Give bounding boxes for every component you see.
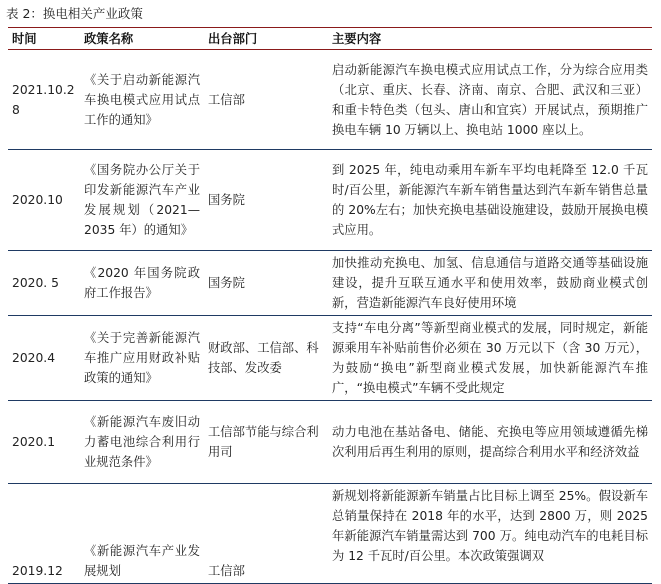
- table-row: [8, 484, 652, 584]
- table-row: [8, 316, 652, 401]
- header-policy-name: 政策名称: [80, 28, 204, 50]
- cell-department: 工信部: [204, 50, 328, 150]
- table-row: [8, 50, 652, 150]
- cell-department: 财政部、工信部、科技部、发改委: [204, 316, 328, 401]
- cell-time: 2021.10.28: [8, 50, 80, 150]
- cell-content: 支持“车电分离”等新型商业模式的发展，同时规定，新能源乘用车补贴前售价必须在 30 万元以下（含 30 万元），为鼓励“换电”新型商业模式发展，加快新能源汽车推广，“换电模式”车辆不受此规定: [328, 316, 652, 401]
- cell-policy-name: 《新能源汽车废旧动力蓄电池综合利用行业规范条件》: [80, 401, 204, 484]
- cell-time: 2020.10: [8, 150, 80, 251]
- cell-department: 国务院: [204, 150, 328, 251]
- cell-policy-name: 《2020 年国务院政府工作报告》: [80, 251, 204, 316]
- cell-department: 工信部节能与综合利用司: [204, 401, 328, 484]
- cell-time: 2020.4: [8, 316, 80, 401]
- cell-content: 加快推动充换电、加氢、信息通信与道路交通等基础设施建设，提升互联互通水平和使用效率，鼓励商业模式创新，营造新能源汽车良好使用环境: [328, 251, 652, 316]
- policy-table: [8, 27, 652, 584]
- cell-time: 2020. 5: [8, 251, 80, 316]
- cell-time: 2019.12: [8, 484, 80, 584]
- cell-content: 启动新能源汽车换电模式应用试点工作，分为综合应用类（北京、重庆、长春、济南、南京、合肥、武汉和三亚）和重卡特色类（包头、唐山和宜宾）开展试点，预期推广换电车辆 10 万辆以上、换电站 1000 座以上。: [328, 50, 652, 150]
- cell-department: 工信部: [204, 484, 328, 584]
- cell-policy-name: 《国务院办公厅关于印发新能源汽车产业发展规划（2021—2035 年）的通知》: [80, 150, 204, 251]
- table-row: [8, 150, 652, 251]
- table-header-row: [8, 28, 652, 50]
- cell-department: 国务院: [204, 251, 328, 316]
- cell-policy-name: 《关于启动新能源汽车换电模式应用试点工作的通知》: [80, 50, 204, 150]
- table-caption: 表 2：换电相关产业政策: [6, 6, 143, 21]
- header-content: 主要内容: [328, 28, 652, 50]
- table-row: [8, 401, 652, 484]
- cell-content: 到 2025 年，纯电动乘用车新车平均电耗降至 12.0 千瓦时/百公里，新能源汽车新车销售量达到汽车新车销售总量的 20%左右；加快充换电基础设施建设，鼓励开展换电模式应用。: [328, 150, 652, 251]
- cell-time: 2020.1: [8, 401, 80, 484]
- cell-policy-name: 《新能源汽车产业发展规划: [80, 484, 204, 584]
- cell-content: 新规划将新能源新车销量占比目标上调至 25%。假设新车总销量保持在 2018 年的水平，达到 2800 万，则 2025 年新能源汽车销量需达到 700 万。纯电动汽车的电耗目标为 12 千瓦时/百公里。本次政策强调双: [328, 484, 652, 584]
- header-time: 时间: [8, 28, 80, 50]
- table-row: [8, 251, 652, 316]
- cell-policy-name: 《关于完善新能源汽车推广应用财政补贴政策的通知》: [80, 316, 204, 401]
- cell-content: 动力电池在基站备电、储能、充换电等应用领域遵循先梯次利用后再生利用的原则，提高综合利用水平和经济效益: [328, 401, 652, 484]
- header-department: 出台部门: [204, 28, 328, 50]
